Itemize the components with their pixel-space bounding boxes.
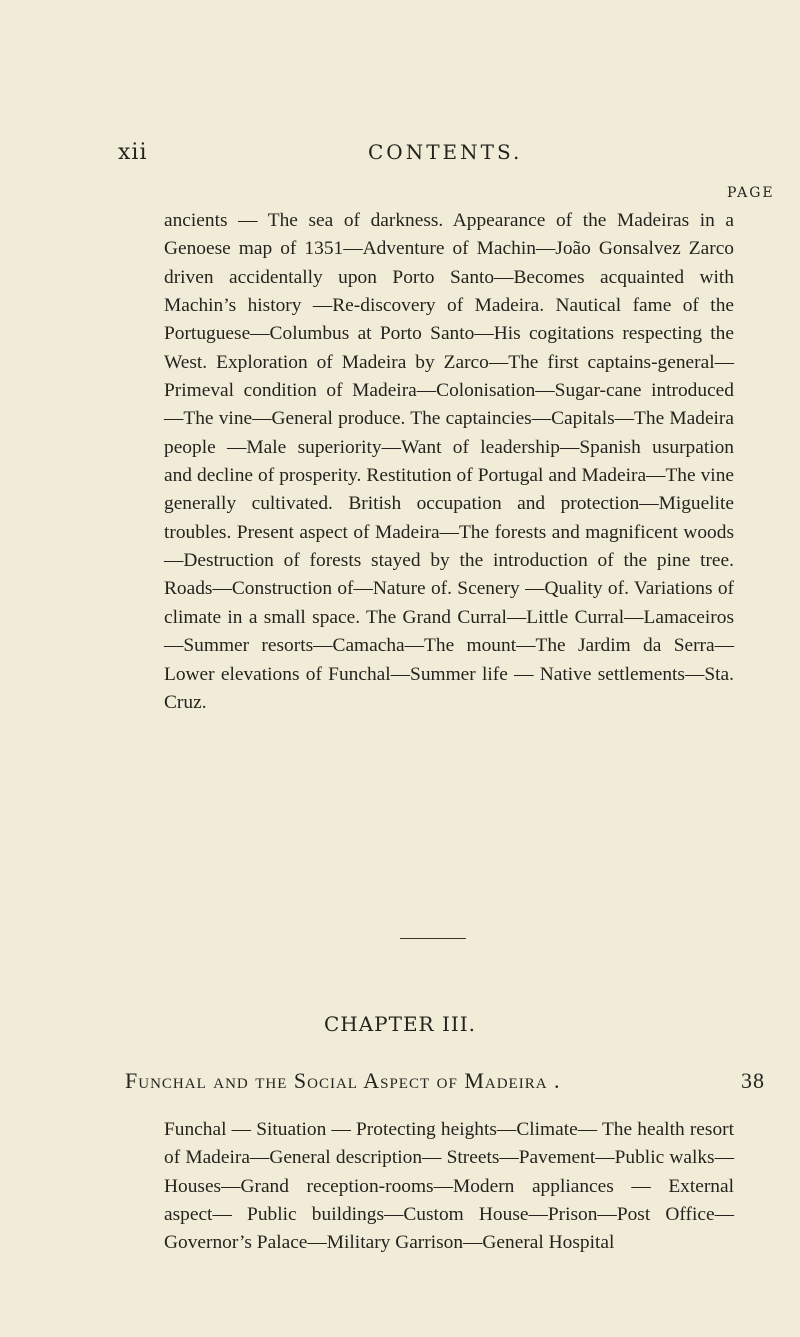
page-number: xii	[118, 140, 148, 165]
chapter-iii-synopsis: Funchal — Situation — Protecting heights—Climate— The health resort of Madeira—General description— Streets—Pavement—Public walks—Houses—Grand reception-rooms—Modern appliances — External aspect— Public buildings—Custom House—Prison—Post Office— Governor’s Palace—Military Garrison—General Hospital	[164, 1119, 734, 1254]
section-divider	[400, 938, 466, 939]
running-title: CONTENTS.	[368, 140, 523, 164]
running-head	[0, 140, 800, 170]
chapter-title-words: Funchal and the Social Aspect of Madeira	[125, 1068, 548, 1093]
chapter-title	[125, 1068, 561, 1094]
chapter-heading: CHAPTER III.	[323, 1012, 477, 1036]
chapter-ii-synopsis-continued: ancients — The sea of darkness. Appearance of the Madeiras in a Genoese map of 1351—Adventure of Machin—João Gonsalvez Zarco driven accidentally upon Porto Santo—Becomes acquainted with Machin’s history —Re-discovery of Madeira. Nautical fame of the Portuguese—Columbus at Porto Santo—His cogitations respecting the West. Exploration of Madeira by Zarco—The first captains-general—Primeval condition of Madeira—Colonisation—Sugar-cane introduced—The vine—General produce. The captaincies—Capitals—The Madeira people —Male superiority—Want of leadership—Spanish usurpation and decline of prosperity. Restitution of Portugal and Madeira—The vine generally cultivated. British occupation and protection—Miguelite troubles. Present aspect of Madeira—The forests and magnificent woods—Destruction of forests stayed by the introduction of the pine tree. Roads—Construction of—Nature of. Scenery —Quality of. Variations of climate in a small space. The Grand Curral—Little Curral—Lamaceiros—Summer resorts—Camacha—The mount—The Jardim da Serra—Lower elevations of Funchal—Summer life — Native settlements—Sta. Cruz.	[164, 210, 734, 713]
chapter-leader: .	[554, 1068, 561, 1093]
chapter-page-number: 38	[741, 1068, 765, 1093]
chapter-title-entry	[125, 1068, 765, 1098]
page-column-label: PAGE	[727, 185, 775, 201]
